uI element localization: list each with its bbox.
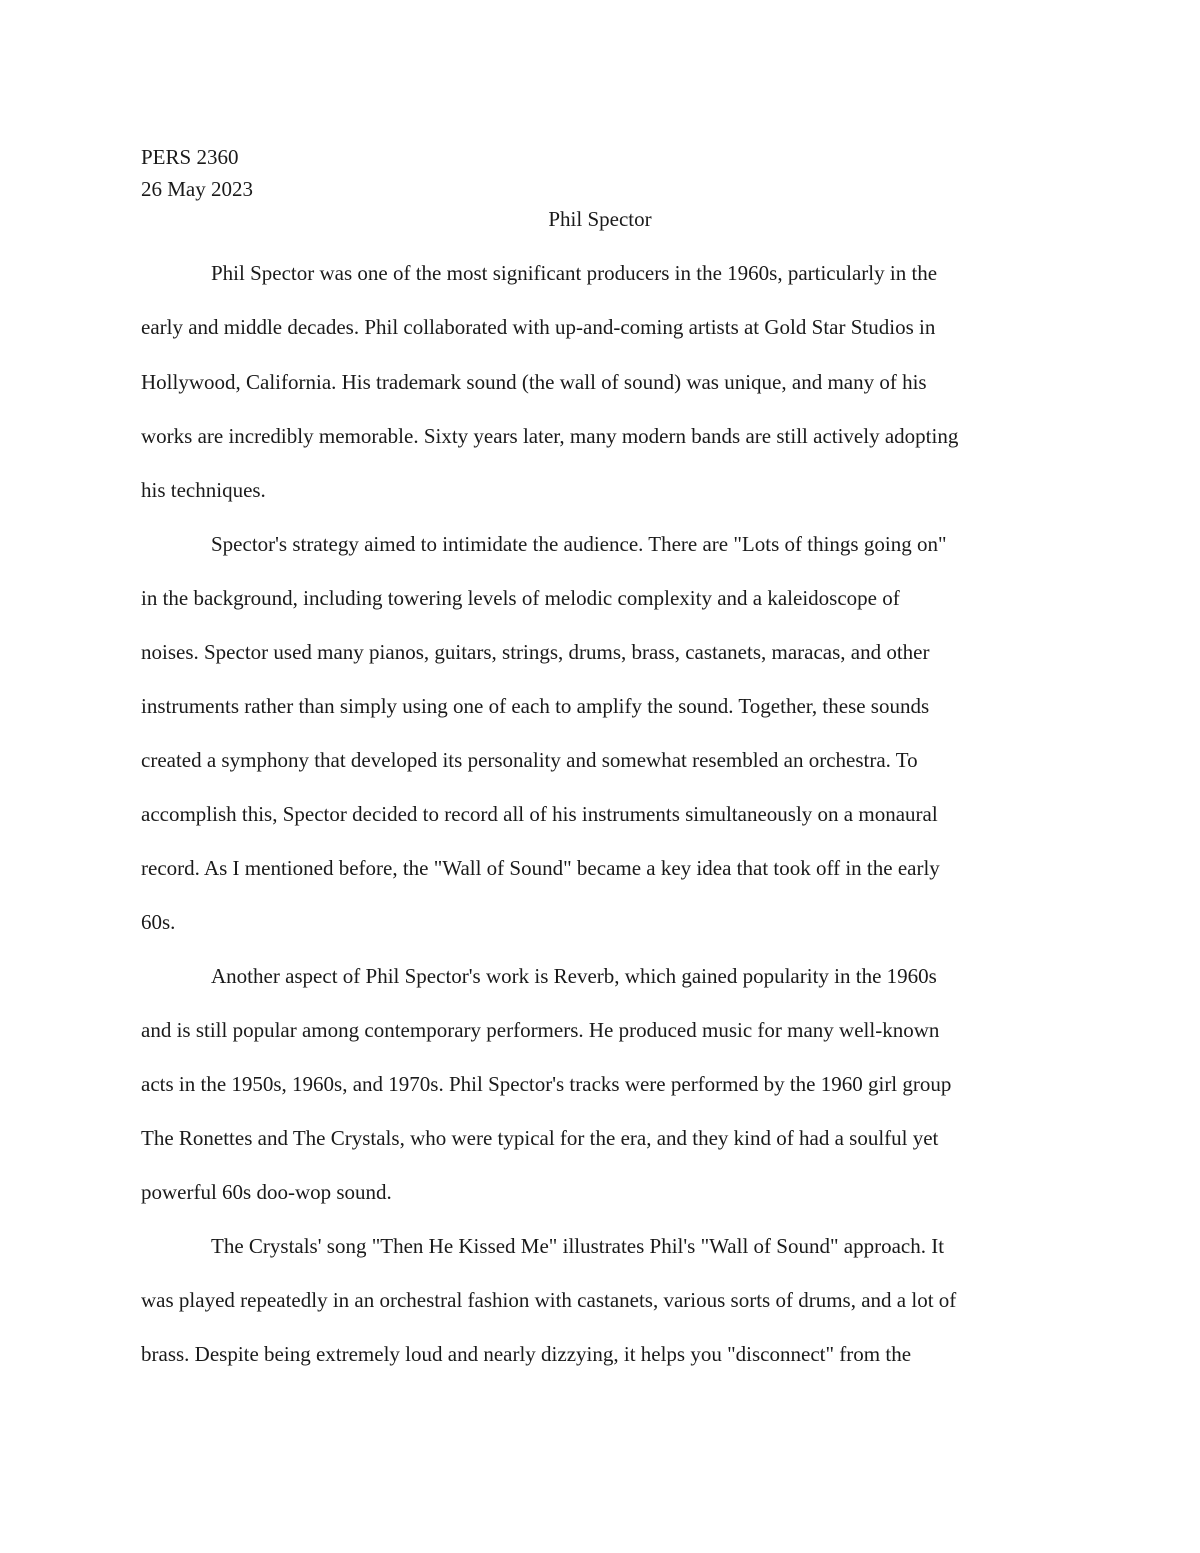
body-line: noises. Spector used many pianos, guitars, strings, drums, brass, castanets, maracas, and other <box>141 640 930 664</box>
body-line: Another aspect of Phil Spector's work is Reverb, which gained popularity in the 1960s <box>211 964 937 988</box>
body-line: accomplish this, Spector decided to record all of his instruments simultaneously on a monaural <box>141 802 938 826</box>
body-line: early and middle decades. Phil collaborated with up-and-coming artists at Gold Star Studios in <box>141 315 936 339</box>
body-line: Spector's strategy aimed to intimidate the audience. There are "Lots of things going on" <box>211 532 947 556</box>
body-line: and is still popular among contemporary performers. He produced music for many well-known <box>141 1018 940 1042</box>
body-line: instruments rather than simply using one of each to amplify the sound. Together, these sounds <box>141 694 930 718</box>
body-line: The Crystals' song "Then He Kissed Me" illustrates Phil's "Wall of Sound" approach. It <box>211 1234 945 1258</box>
essay-title: Phil Spector <box>548 207 652 231</box>
body-line: was played repeatedly in an orchestral fashion with castanets, various sorts of drums, and a lot of <box>141 1288 957 1312</box>
body-line: powerful 60s doo-wop sound. <box>141 1180 392 1204</box>
body-line: Phil Spector was one of the most significant producers in the 1960s, particularly in the <box>211 261 938 285</box>
body-line: Hollywood, California. His trademark sound (the wall of sound) was unique, and many of his <box>141 370 927 394</box>
body-line: 60s. <box>141 910 176 934</box>
body-line: brass. Despite being extremely loud and nearly dizzying, it helps you "disconnect" from the <box>141 1342 912 1366</box>
body-line: created a symphony that developed its personality and somewhat resembled an orchestra. To <box>141 748 918 772</box>
date-line: 26 May 2023 <box>141 177 253 201</box>
body-line: acts in the 1950s, 1960s, and 1970s. Phil Spector's tracks were performed by the 1960 girl group <box>141 1072 952 1096</box>
course-code: PERS 2360 <box>141 145 239 169</box>
body-line: record. As I mentioned before, the "Wall of Sound" became a key idea that took off in the early <box>141 856 940 880</box>
body-line: his techniques. <box>141 478 266 502</box>
body-line: The Ronettes and The Crystals, who were typical for the era, and they kind of had a soulful yet <box>141 1126 939 1150</box>
body-line: works are incredibly memorable. Sixty years later, many modern bands are still actively adopting <box>141 424 959 448</box>
body-line: in the background, including towering levels of melodic complexity and a kaleidoscope of <box>141 586 900 610</box>
